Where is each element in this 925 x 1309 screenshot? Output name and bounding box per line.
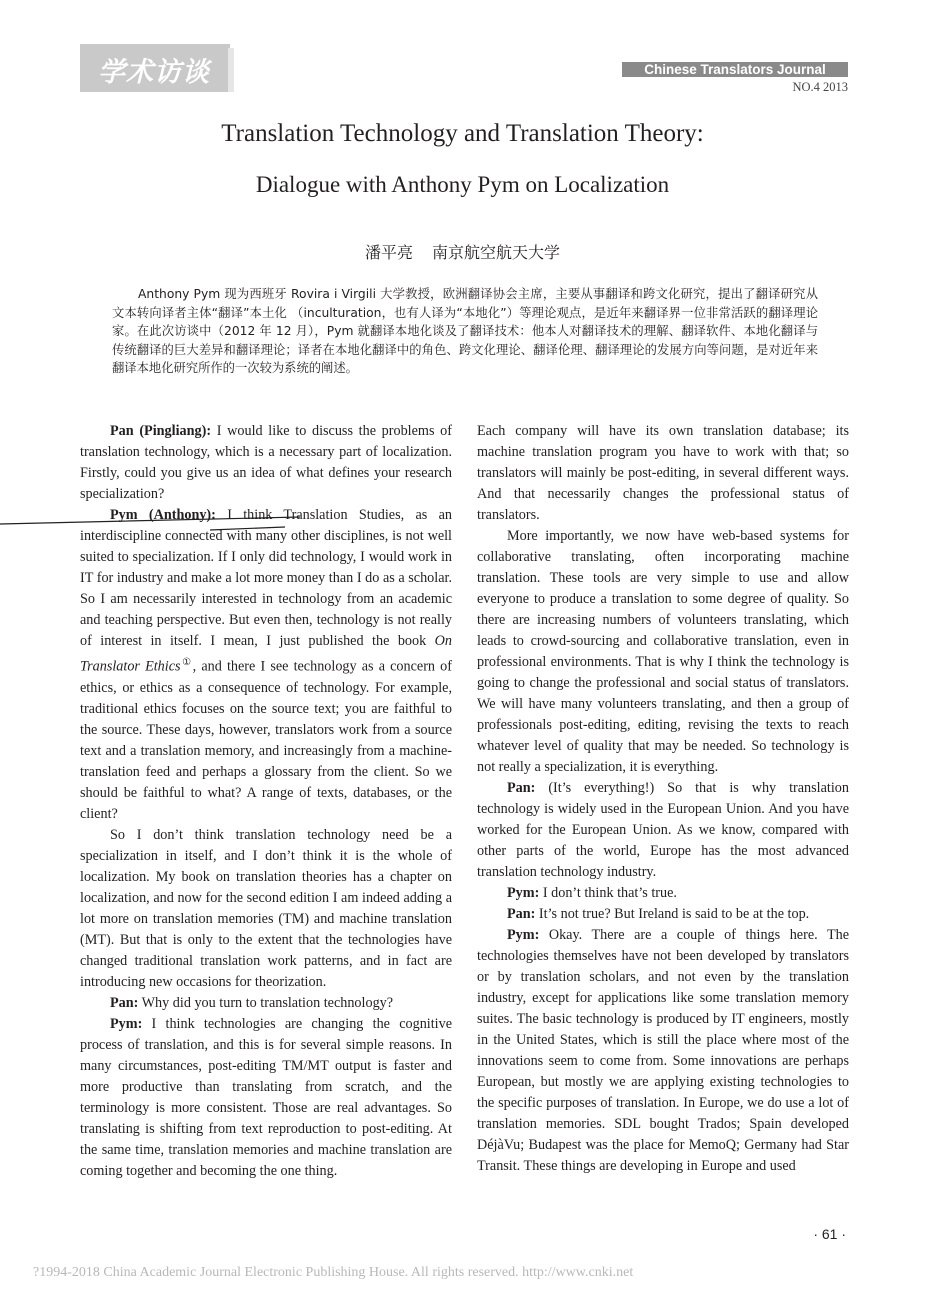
paragraph bbox=[477, 904, 849, 925]
paragraph-text: So I don’t think translation technology need be a specialization in itself, and I don’t think it is the whole of localization. My book on translation theories has a chapter on localization, and now for the second edition I am indeed adding a lot more on translation memories (TM) and machine translation (MT). But that is only to the extent that the technologies have changed traditional translation work patterns, and in fact are introducing new occasions for theorization. bbox=[80, 826, 452, 990]
paragraph bbox=[80, 505, 452, 825]
paragraph bbox=[80, 825, 452, 993]
paragraph-text: I think Translation Studies, as an interdiscipline connected with many other disciplines, is not well suited to specialization. If I only did technology, I would work in IT for industry and make a lot more money than I do as a scholar. So I am necessarily interested in technology from an academic and teaching perspective. But even then, technology is not really of interest in itself. I mean, I just published the book bbox=[80, 507, 452, 649]
paragraph-text: More importantly, we now have web-based systems for collaborative translating, often incorporating machine translation. These tools are very simple to use and allow everyone to produce a translation to some degree of quality. So there are increasing numbers of volunteers translating, which leads to crowd-sourcing and collaborative translation, even in professional environments. That is why I think the technology is going to change the professional and social status of translators. We will have many volunteers translating, and then a group of professionals post-editing, editing, revising the texts to reach whatever level of quality that may be needed. So technology is not really a specialization, it is everything. bbox=[477, 528, 849, 775]
speaker-label: Pym (Anthony): bbox=[110, 507, 216, 523]
paragraph bbox=[80, 421, 452, 505]
speaker-label: Pym: bbox=[507, 927, 540, 943]
speaker-label: Pan: bbox=[507, 906, 536, 922]
abstract: Anthony Pym 现为西班牙 Rovira i Virgili 大学教授，欧洲翻译协会主席，主要从事翻译和跨文化研究，提出了翻译研究从文本转向译者主体“翻译”本土化 （inculturation，也有人译为“本地化”）等理论观点，是近年来翻译界一位非常活跃的翻译理论家。在此次访谈中（2012 年 12 月），Pym 就翻译本地化谈及了翻译技术：他本人对翻译技术的理解、翻译软件、本地化翻译与传统翻译的巨大差异和翻译理论；译者在本地化翻译中的角色、跨文化理论、翻译伦理、翻译理论的发展方向等问题，是对近年来翻译本地化研究所作的一次较为系统的阐述。 bbox=[112, 287, 818, 375]
article-title-line-2: Dialogue with Anthony Pym on Localization bbox=[255, 172, 670, 197]
journal-name: Chinese Translators Journal bbox=[622, 62, 848, 77]
paragraph bbox=[477, 421, 849, 526]
speaker-label: Pan (Pingliang): bbox=[110, 423, 212, 439]
paragraph-text: Each company will have its own translation database; its machine translation program you have to work with that; so translators will mainly be post-editing, in several different ways. And that necessarily changes the professional status of translators. bbox=[477, 423, 849, 523]
paragraph bbox=[80, 993, 452, 1014]
article-title-line-1: Translation Technology and Translation Theory: bbox=[221, 120, 704, 147]
paragraph-text: Okay. There are a couple of things here. The technologies themselves have not been developed by translators or by translation scholars, and not even by the translation industry, except for applications like some translation memory suites. The basic technology is produced by IT engineers, mostly in the United States, which is still the place where most of the innovations seem to come from. Some innovations are perhaps European, but mostly we are applying existing technologies to the specific purposes of translation. In Europe, we do use a lot of translation memories. SDL bought Trados; Spain developed DéjàVu; Budapest was the place for MemoQ; Germany had Star Transit. These things are developing in Europe and used bbox=[477, 927, 849, 1174]
author-name: 潘平亮 bbox=[364, 243, 413, 262]
paragraph-text: (It’s everything!) So that is why translation technology is widely used in the European Union. And you have worked for the European Union. As we know, compared with other parts of the world, Europe has the most advanced translation technology industry. bbox=[477, 780, 849, 880]
speaker-label: Pan: bbox=[110, 994, 139, 1011]
paragraph bbox=[477, 526, 849, 778]
speaker-label: Pan: bbox=[507, 780, 536, 796]
issue-number: NO.4 2013 bbox=[792, 80, 848, 94]
book-title: On Translator Ethics bbox=[80, 633, 452, 675]
footnote-marker: ① bbox=[180, 657, 193, 668]
paragraph bbox=[477, 778, 849, 883]
paragraph-text: I would like to discuss the problems of translation technology, which is a necessary part of localization. Firstly, could you give us an idea of what defines your research specialization? bbox=[80, 423, 452, 502]
paragraph-text: , and there I see technology as a concern of ethics, or ethics as a consequence of technology. For example, traditional ethics focuses on the source text; you are faithful to the source. These days, however, translators work from a source text and a translation memory, and increasingly from a machine-translation feed and perhaps a glossary from the client. So we should be faithful to what? A range of texts, databases, or the client? bbox=[80, 658, 452, 822]
paragraph-text: It’s not true? But Ireland is said to be at the top. bbox=[535, 906, 810, 922]
right-column bbox=[477, 421, 849, 1177]
author-line bbox=[0, 240, 925, 263]
paragraph bbox=[80, 1014, 452, 1182]
page-number: · 61 · bbox=[813, 1226, 846, 1242]
speaker-label: Pym: bbox=[110, 1015, 143, 1032]
left-column bbox=[80, 421, 452, 1182]
paragraph-text: Why did you turn to translation technology? bbox=[138, 994, 394, 1011]
paragraph-text: I think technologies are changing the cognitive process of translation, and this is for several simple reasons. In many circumstances, post-editing TM/MT output is faster and more productive than translating from scratch, and the terminology is more consistent. Those are real advantages. So translating is shifting from text reproduction to post-editing. At the same time, translation memories and machine translation are coming together and becoming the one thing. bbox=[80, 1015, 452, 1179]
copyright-footer: ?1994-2018 China Academic Journal Electronic Publishing House. All rights reserved. http://www.cnki.net bbox=[33, 1265, 634, 1280]
speaker-label: Pym: bbox=[507, 885, 540, 901]
paragraph-text: I don’t think that’s true. bbox=[539, 885, 677, 901]
section-banner-label: 学术访谈 bbox=[98, 57, 210, 88]
paragraph bbox=[477, 925, 849, 1177]
author-affiliation: 南京航空航天大学 bbox=[432, 243, 561, 262]
section-banner-shadow bbox=[228, 48, 234, 92]
paragraph bbox=[477, 883, 849, 904]
